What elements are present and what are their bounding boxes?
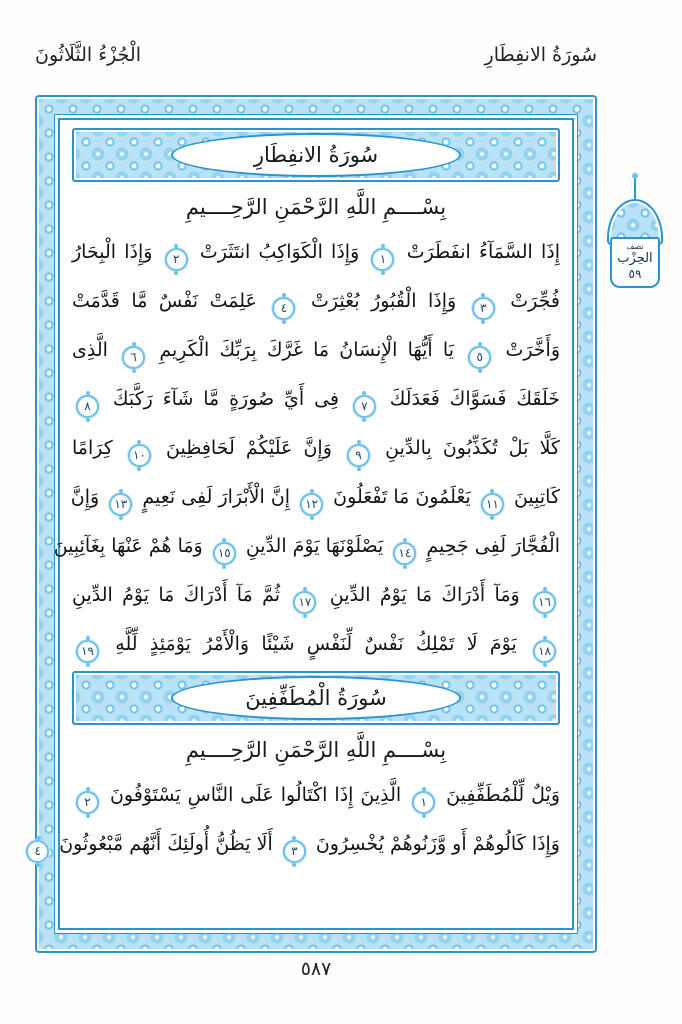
verse-number-marker: ٢ — [165, 248, 188, 271]
verse-text: وَإِذَا الْكَوَاكِبُ انتَثَرَتْ — [199, 241, 360, 263]
quran-line — [72, 375, 560, 424]
verse-number-marker: ٥ — [468, 346, 491, 369]
page-header — [35, 44, 597, 66]
verse-text: فِى أَيِّ صُورَةٍ مَّا شَآءَ رَكَّبَكَ — [112, 388, 339, 410]
verse-text: وَيْلٌ لِّلْمُطَفِّفِينَ — [446, 784, 561, 806]
hizb-marker-label — [610, 237, 660, 288]
verse-number-marker: ١٥ — [213, 542, 236, 565]
bismillah-mutaffifin: بِسْــــمِ اللَّهِ الرَّحْمَنِ الرَّحِــــيمِ — [185, 738, 447, 762]
verse-text: وَمَا هُمْ عَنْهَا بِغَآئِبِينَ — [53, 535, 203, 557]
verse-number-marker: ١٨ — [533, 640, 556, 663]
verse-text: يَوْمَ لَا تَمْلِكُ نَفْسٌ لِّنَفْسٍ شَيْئًا وَالْأَمْرُ يَوْمَئِذٍ لِّلَّهِ — [115, 633, 517, 655]
verse-number-marker: ١١ — [481, 493, 504, 516]
quran-line — [72, 424, 560, 473]
surah-infitar-title: سُورَةُ الانفِطَارِ — [253, 143, 379, 167]
verse-number-marker: ١٦ — [533, 591, 556, 614]
hizb-number: ٥٩ — [628, 267, 642, 281]
hizb-word: الحِزْب — [617, 251, 653, 266]
verse-text: يَصْلَوْنَهَا يَوْمَ الدِّينِ — [245, 535, 384, 557]
verse-number-marker: ١٤ — [393, 542, 416, 565]
verse-text: أَلَا يَظُنُّ أُولَئِكَ أَنَّهُم مَّبْعُوثُونَ — [59, 833, 273, 855]
surah-mutaffifin-title: سُورَةُ الْمُطَفِّفِينَ — [245, 686, 387, 710]
surah-infitar-text — [53, 228, 561, 669]
verse-text: وَإِنَّ عَلَيْكُمْ لَحَافِظِينَ — [166, 437, 332, 459]
verse-text: يَعْلَمُونَ مَا تَفْعَلُونَ — [333, 486, 471, 508]
quran-line — [72, 277, 560, 326]
ornamental-border — [35, 95, 597, 953]
verse-number-marker: ٣ — [472, 297, 495, 320]
quran-line — [53, 522, 560, 571]
verse-text: فُجِّرَتْ — [510, 290, 561, 312]
verse-text: وَإِذَا الْبِحَارُ — [72, 241, 153, 263]
hizb-marker-finial — [634, 173, 636, 199]
quran-line — [72, 771, 560, 820]
verse-number-marker: ٤ — [272, 297, 295, 320]
surah-infitar-banner — [72, 128, 560, 182]
surah-title-cartouche — [171, 676, 461, 720]
verse-text: إِنَّ الْأَبْرَارَ لَفِى نَعِيمٍ — [142, 486, 291, 508]
verse-text: عَلِمَتْ نَفْسٌ مَّا قَدَّمَتْ — [72, 290, 257, 312]
verse-number-marker: ٩ — [347, 444, 370, 467]
verse-text: وَإِذَا كَالُوهُمْ أَو وَّزَنُوهُمْ يُخْسِرُونَ — [315, 833, 560, 855]
verse-text: ثُمَّ مَآ أَدْرَاكَ مَا يَوْمُ الدِّينِ — [72, 584, 281, 606]
page-number: ٥٨٧ — [300, 958, 332, 980]
quran-line — [72, 571, 560, 620]
verse-text: يَا أَيُّهَا الْإِنسَانُ مَا غَرَّكَ بِرَبِّكَ الْكَرِيمِ — [159, 339, 454, 361]
verse-number-marker: ١ — [371, 248, 394, 271]
verse-number-marker: ٧ — [353, 395, 376, 418]
verse-number-marker: ١٩ — [76, 640, 99, 663]
surah-mutaffifin-banner — [72, 671, 560, 725]
verse-text: وَمَآ أَدْرَاكَ مَا يَوْمُ الدِّينِ — [329, 584, 520, 606]
verse-text: الْفُجَّارَ لَفِى جَحِيمٍ — [426, 535, 560, 557]
verse-text: كَاتِبِينَ — [513, 486, 560, 508]
quran-line — [34, 820, 560, 869]
verse-text: الَّذِى — [72, 339, 108, 361]
surah-title-cartouche — [171, 133, 461, 177]
verse-number-marker: ١ — [412, 791, 435, 814]
hizb-marker — [604, 176, 666, 288]
verse-number-marker: ٦ — [122, 346, 145, 369]
verse-number-marker: ٢ — [76, 791, 99, 814]
verse-number-marker: ١٧ — [293, 591, 316, 614]
verse-text: الَّذِينَ إِذَا اكْتَالُوا عَلَى النَّاسِ يَسْتَوْفُونَ — [109, 784, 402, 806]
verse-text: وَأَخَّرَتْ — [505, 339, 561, 361]
hizb-half-word: نصف — [626, 242, 644, 251]
verse-text: إِذَا السَّمَآءُ انفَطَرَتْ — [406, 241, 560, 263]
verse-text: كَلَّا بَلْ تُكَذِّبُونَ بِالدِّينِ — [385, 437, 560, 459]
text-area — [34, 118, 574, 930]
verse-number-marker: ١٠ — [128, 444, 151, 467]
quran-line — [72, 473, 560, 522]
verse-number-marker: ٨ — [76, 395, 99, 418]
surah-mutaffifin-text — [34, 771, 561, 869]
verse-number-marker: ٤ — [26, 840, 49, 863]
header-juz-name: الْجُزْءُ الثَّلَاثُونَ — [35, 44, 141, 66]
bismillah-infitar: بِسْــــمِ اللَّهِ الرَّحْمَنِ الرَّحِــــيمِ — [185, 195, 447, 219]
verse-text: كِرَامًا — [72, 437, 113, 459]
verse-number-marker: ١٣ — [109, 493, 132, 516]
verse-number-marker: ٣ — [283, 840, 306, 863]
quran-line — [72, 228, 560, 277]
verse-number-marker: ١٢ — [300, 493, 323, 516]
quran-line — [72, 620, 560, 669]
header-surah-name: سُورَةُ الانفِطَارِ — [484, 44, 597, 66]
verse-text: خَلَقَكَ فَسَوَّاكَ فَعَدَلَكَ — [389, 388, 561, 410]
verse-text: وَإِنَّ — [70, 486, 100, 508]
quran-line — [72, 326, 560, 375]
verse-text: وَإِذَا الْقُبُورُ بُعْثِرَتْ — [310, 290, 457, 312]
